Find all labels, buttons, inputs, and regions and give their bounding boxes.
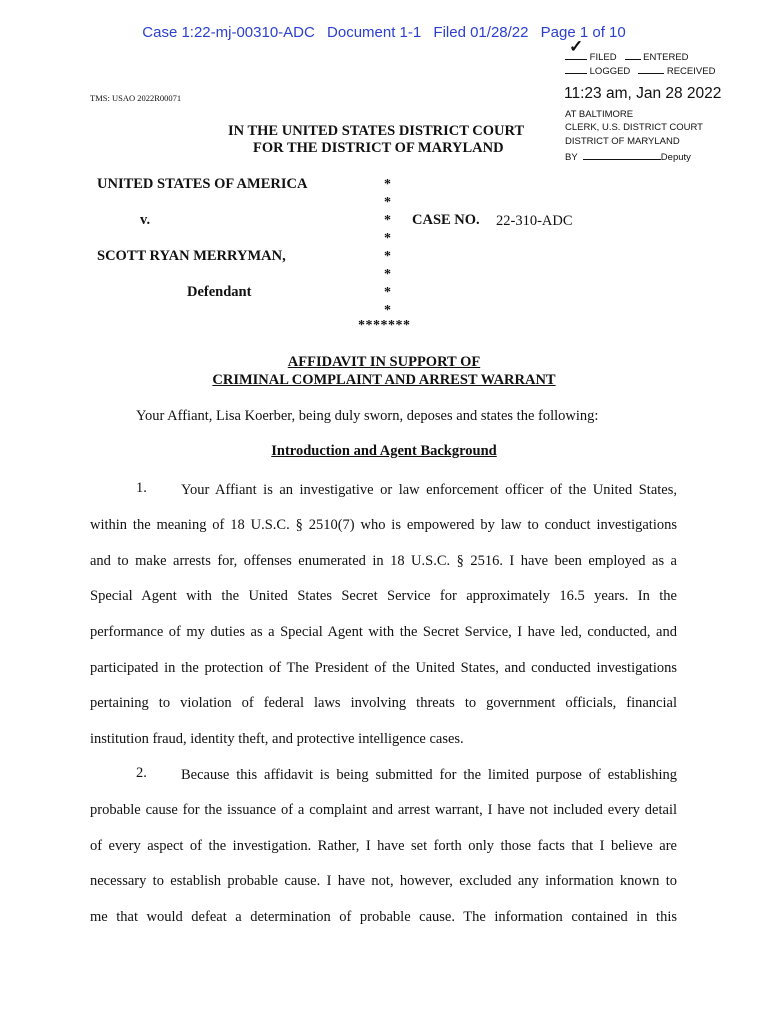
- case-number-header: Case 1:22-mj-00310-ADC: [142, 24, 315, 41]
- section-heading: Introduction and Agent Background: [271, 443, 497, 459]
- page-count-header: Page 1 of 10: [540, 24, 626, 41]
- paragraph-line: Your Affiant is an investigative or law enforcement officer of the United States,: [181, 482, 677, 498]
- paragraph-line: participated in the protection of The President of the United States, and conducted investigations: [90, 660, 677, 676]
- paragraph-line: Special Agent with the United States Secret Service for approximately 16.5 years. In the: [90, 588, 677, 604]
- paragraph-line: Because this affidavit is being submitted for the limited purpose of establishing: [181, 767, 677, 783]
- tms-reference: TMS: USAO 2022R00071: [90, 93, 182, 103]
- logged-label: LOGGED: [589, 66, 631, 77]
- entered-label: ENTERED: [643, 52, 689, 63]
- checkmark-icon: ✓: [569, 37, 584, 56]
- case-number-value: 22-310-ADC: [496, 213, 573, 229]
- paragraph-line: performance of my duties as a Special Agent with the Secret Service, I have led, conducted, and: [90, 624, 677, 640]
- paragraph-line: necessary to establish probable cause. I have not, however, excluded any information known to: [90, 873, 677, 889]
- caption-star: *: [384, 177, 391, 192]
- by-label: BY: [565, 152, 578, 163]
- received-blank: [638, 64, 664, 74]
- deputy-signature-blank: [583, 150, 661, 160]
- case-number-label: CASE NO.: [412, 212, 480, 228]
- caption-star: *: [384, 195, 391, 210]
- paragraph-number: 1.: [136, 480, 147, 496]
- paragraph-line: institution fraud, identity theft, and protective intelligence cases.: [90, 731, 464, 747]
- defendant-label: Defendant: [187, 284, 252, 300]
- caption-star-rule: *******: [358, 318, 411, 333]
- versus-label: v.: [140, 212, 151, 228]
- deputy-label: Deputy: [660, 152, 691, 163]
- caption-star: *: [384, 285, 391, 300]
- affiant-statement: Your Affiant, Lisa Koerber, being duly sworn, deposes and states the following:: [136, 408, 599, 424]
- plaintiff-name: UNITED STATES OF AMERICA: [97, 176, 308, 192]
- clerk-by-row: [565, 150, 691, 165]
- document-title-line2: CRIMINAL COMPLAINT AND ARREST WARRANT: [212, 372, 556, 388]
- filed-entered-row: [565, 50, 689, 65]
- filed-date-header: Filed 01/28/22: [433, 24, 529, 41]
- caption-star: *: [384, 213, 391, 228]
- filed-blank: [565, 50, 587, 60]
- clerk-office: CLERK, U.S. DISTRICT COURT: [565, 122, 703, 133]
- caption-star: *: [384, 267, 391, 282]
- paragraph-line: and to make arrests for, offenses enumerated in 18 U.S.C. § 2516. I have been employed as a: [90, 553, 677, 569]
- clerk-district: DISTRICT OF MARYLAND: [565, 136, 680, 147]
- received-label: RECEIVED: [666, 66, 716, 77]
- filing-header: [0, 24, 768, 41]
- filed-label: FILED: [589, 52, 617, 63]
- defendant-name: SCOTT RYAN MERRYMAN,: [97, 248, 286, 264]
- clerk-timestamp: 11:23 am, Jan 28 2022: [564, 85, 722, 102]
- paragraph-line: of every aspect of the investigation. Rather, I have set forth only those facts that I believe are: [90, 838, 677, 854]
- paragraph-line: me that would defeat a determination of probable cause. The information contained in this: [90, 909, 677, 925]
- document-number-header: Document 1-1: [327, 24, 422, 41]
- caption-star: *: [384, 231, 391, 246]
- document-title-line1: AFFIDAVIT IN SUPPORT OF: [287, 354, 481, 370]
- caption-star: *: [384, 303, 391, 318]
- logged-received-row: [565, 64, 715, 79]
- logged-blank: [565, 64, 587, 74]
- entered-blank: [625, 50, 641, 60]
- paragraph-line: pertaining to violation of federal laws involving threats to government officials, financial: [90, 695, 677, 711]
- caption-star: *: [384, 249, 391, 264]
- paragraph-number: 2.: [136, 765, 147, 781]
- paragraph-line: probable cause for the issuance of a complaint and arrest warrant, I have not included every detail: [90, 802, 677, 818]
- court-title-line1: IN THE UNITED STATES DISTRICT COURT: [228, 123, 525, 139]
- clerk-location: AT BALTIMORE: [565, 109, 634, 120]
- court-title-line2: FOR THE DISTRICT OF MARYLAND: [253, 140, 504, 156]
- paragraph-line: within the meaning of 18 U.S.C. § 2510(7) who is empowered by law to conduct investigations: [90, 517, 677, 533]
